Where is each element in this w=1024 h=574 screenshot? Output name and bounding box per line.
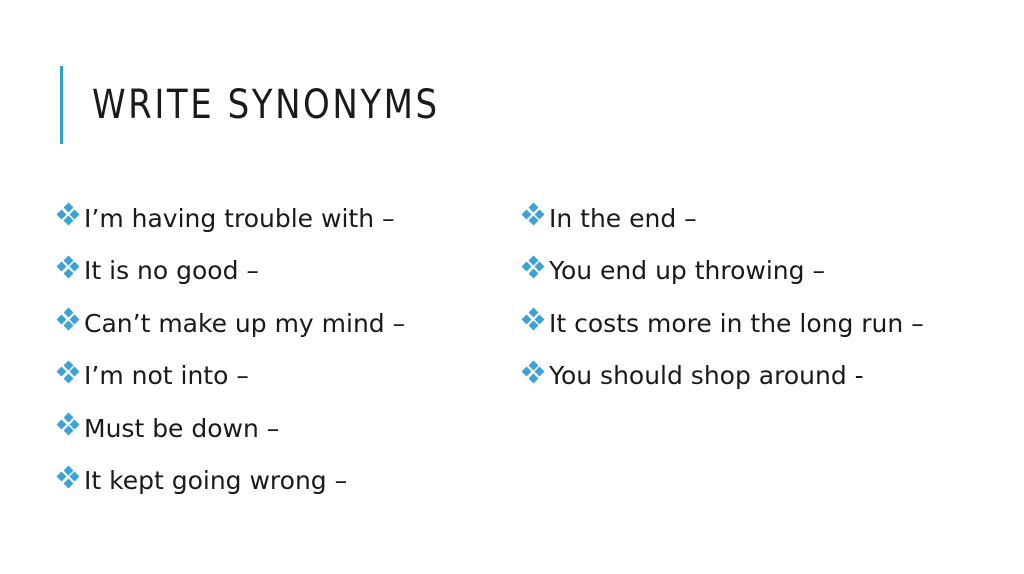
list-item — [58, 192, 498, 245]
list-item-text: Must be down – — [84, 413, 280, 443]
four-diamond-bullet-icon — [523, 204, 543, 224]
four-diamond-bullet-icon — [58, 257, 78, 277]
list-item — [523, 245, 993, 298]
slide-title: WRITE SYNONYMS — [92, 82, 440, 128]
list-item — [523, 192, 993, 245]
list-item — [58, 297, 498, 350]
list-item-text: Can’t make up my mind – — [84, 308, 406, 338]
four-diamond-bullet-icon — [58, 467, 78, 487]
left-bullet-list — [58, 192, 498, 507]
list-item-text: It kept going wrong – — [84, 466, 348, 496]
title-accent-bar — [60, 66, 63, 144]
list-item-text: You end up throwing – — [549, 256, 825, 286]
list-item-text: You should shop around - — [549, 361, 864, 391]
four-diamond-bullet-icon — [523, 257, 543, 277]
right-bullet-list — [523, 192, 993, 402]
four-diamond-bullet-icon — [58, 414, 78, 434]
list-item — [58, 350, 498, 403]
list-item — [58, 455, 498, 508]
list-item-text: In the end – — [549, 203, 697, 233]
four-diamond-bullet-icon — [523, 362, 543, 382]
list-item-text: I’m not into – — [84, 361, 249, 391]
list-item — [523, 297, 993, 350]
list-item-text: I’m having trouble with – — [84, 203, 395, 233]
list-item-text: It is no good – — [84, 256, 259, 286]
four-diamond-bullet-icon — [58, 362, 78, 382]
list-item-text: It costs more in the long run – — [549, 308, 924, 338]
four-diamond-bullet-icon — [523, 309, 543, 329]
list-item — [58, 245, 498, 298]
list-item — [58, 402, 498, 455]
four-diamond-bullet-icon — [58, 204, 78, 224]
list-item — [523, 350, 993, 403]
four-diamond-bullet-icon — [58, 309, 78, 329]
